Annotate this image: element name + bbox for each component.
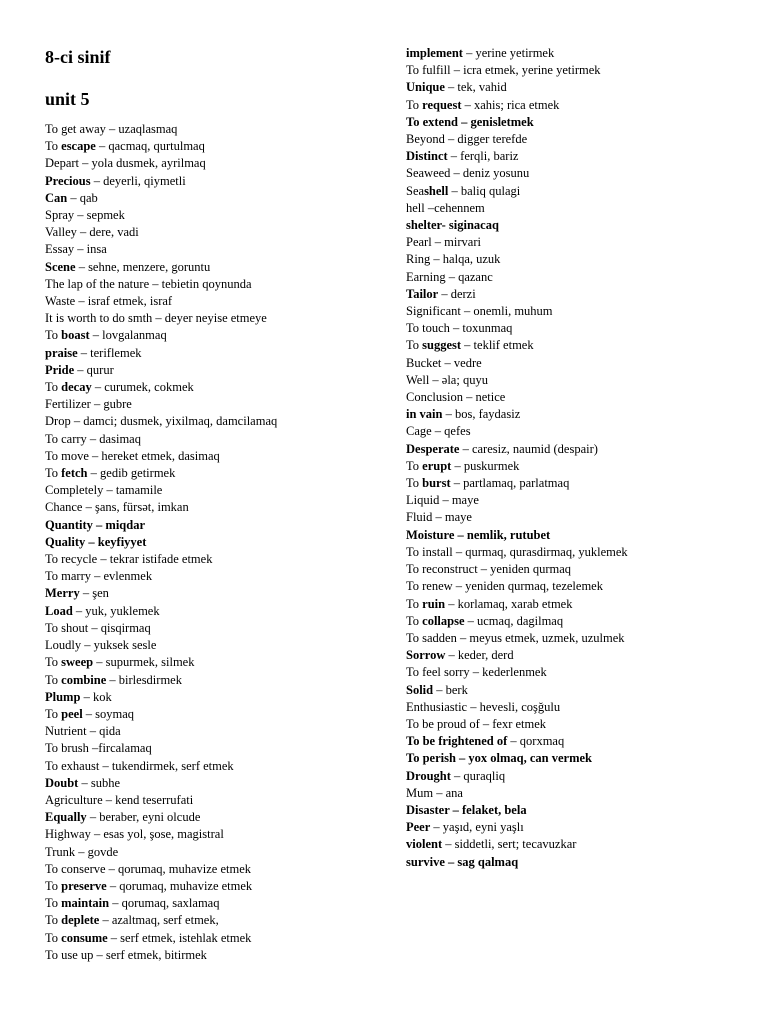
vocabulary-entry <box>406 527 746 544</box>
vocabulary-entry <box>45 155 385 172</box>
vocabulary-entry <box>406 217 746 234</box>
entry-text: – bos, faydasiz <box>442 407 521 422</box>
entry-text: – azaltmaq, serf etmek, <box>99 913 219 928</box>
entry-text: To get away – uzaqlasmaq <box>45 122 178 136</box>
entry-text: – ferqli, bariz <box>447 149 519 164</box>
entry-text: – partlamaq, parlatmaq <box>450 476 570 491</box>
entry-text: Earning – qazanc <box>406 269 493 284</box>
entry-text: To <box>45 672 62 687</box>
entry-text: To renew – yeniden qurmaq, tezelemek <box>406 579 603 594</box>
entry-term-bold: in vain <box>406 407 443 422</box>
entry-text: To carry – dasimaq <box>45 431 141 446</box>
entry-term-bold: Moisture – nemlik, rutubet <box>406 527 551 542</box>
entry-text: Agriculture – kend teserrufati <box>45 792 194 807</box>
vocabulary-entry <box>45 775 385 792</box>
vocabulary-entry <box>406 320 746 337</box>
entry-text: Spray – sepmek <box>45 208 125 223</box>
vocabulary-entry <box>406 509 746 526</box>
vocabulary-entry <box>406 802 746 819</box>
entry-text: To conserve – qorumaq, muhavize etmek <box>45 861 251 876</box>
vocabulary-entry <box>45 861 385 878</box>
vocabulary-entry <box>45 878 385 895</box>
vocabulary-entry <box>45 413 385 430</box>
entry-term-bold: request <box>422 97 462 112</box>
unit-heading: unit 5 <box>45 89 90 109</box>
vocabulary-entry <box>45 121 385 138</box>
vocabulary-entry <box>45 241 385 258</box>
entry-text: – soymaq <box>82 706 135 721</box>
vocabulary-entry <box>406 389 746 406</box>
entry-text: Drop – damci; dusmek, yixilmaq, damcilamaq <box>45 414 278 429</box>
entry-text: – siddetli, sert; tecavuzkar <box>442 837 577 852</box>
entry-term-bold: Load <box>45 603 73 618</box>
entry-text: – yaşıd, eyni yaşlı <box>430 820 524 835</box>
vocabulary-entry <box>406 441 746 458</box>
vocabulary-entry <box>45 138 385 155</box>
vocabulary-entry <box>406 785 746 802</box>
entry-text: – qab <box>67 190 98 205</box>
vocabulary-entry <box>45 740 385 757</box>
entry-term-bold: Distinct <box>406 149 448 164</box>
entry-term-bold: burst <box>422 476 451 491</box>
entry-text: – yuk, yuklemek <box>72 603 160 618</box>
entry-text: – şen <box>79 586 109 601</box>
entry-term-bold: combine <box>61 672 107 687</box>
entry-text: To <box>406 97 423 112</box>
entry-text: To <box>406 596 423 611</box>
entry-text: To <box>45 380 62 395</box>
entry-text: Depart – yola dusmek, ayrilmaq <box>45 156 206 171</box>
vocabulary-entry <box>406 234 746 251</box>
vocabulary-entry <box>45 448 385 465</box>
entry-text: Mum – ana <box>406 785 463 800</box>
entry-text: Chance – şans, fürsət, imkan <box>45 500 189 515</box>
entry-text: Loudly – yuksek sesle <box>45 638 157 653</box>
vocabulary-entry <box>45 551 385 568</box>
vocabulary-entry <box>406 286 746 303</box>
document-title: 8-ci sinif <box>45 47 111 67</box>
vocabulary-entry <box>406 630 746 647</box>
entry-term-bold: ruin <box>422 596 446 611</box>
entry-text: To exhaust – tukendirmek, serf etmek <box>45 758 234 773</box>
entry-term-bold: preserve <box>61 878 107 893</box>
vocabulary-entry <box>45 499 385 516</box>
vocabulary-entry <box>45 947 385 964</box>
entry-term-bold: shelter- siginacaq <box>406 218 499 233</box>
entry-text: hell –cehennem <box>406 200 485 215</box>
vocabulary-entry <box>406 337 746 354</box>
entry-term-bold: erupt <box>422 458 452 473</box>
vocabulary-entry <box>406 114 746 131</box>
entry-term-bold: peel <box>61 706 83 721</box>
entry-text: – teriflemek <box>77 345 142 360</box>
vocabulary-entry <box>45 672 385 689</box>
entry-term-bold: Unique <box>406 80 445 95</box>
entry-term-bold: Doubt <box>45 775 79 790</box>
entry-text: Completely – tamamile <box>45 483 163 498</box>
vocabulary-entry <box>45 379 385 396</box>
vocabulary-entry <box>406 303 746 320</box>
entry-text: Essay – insa <box>45 242 107 257</box>
entry-text: Cage – qefes <box>406 424 471 439</box>
vocabulary-entry <box>45 173 385 190</box>
vocabulary-entry <box>406 613 746 630</box>
entry-text: To shout – qisqirmaq <box>45 620 151 635</box>
entry-term-bold: To extend – genisletmek <box>406 114 534 129</box>
entry-text: – curumek, cokmek <box>91 380 194 395</box>
vocabulary-entry <box>45 568 385 585</box>
entry-text: To <box>45 896 62 911</box>
entry-text: – qorxmaq <box>507 734 565 749</box>
vocabulary-entry <box>45 706 385 723</box>
vocabulary-entry <box>45 758 385 775</box>
entry-term-bold: Precious <box>45 173 91 188</box>
entry-text: To <box>406 613 423 628</box>
entry-term-bold: Equally <box>45 810 87 825</box>
vocabulary-entry <box>406 578 746 595</box>
entry-term-bold: Plump <box>45 689 81 704</box>
vocabulary-entry <box>406 79 746 96</box>
entry-text: Conclusion – netice <box>406 390 506 405</box>
entry-text: – gedib getirmek <box>87 466 176 481</box>
entry-text: – yerine yetirmek <box>462 46 555 60</box>
vocabulary-entry <box>45 345 385 362</box>
entry-term-bold: shell <box>424 183 449 198</box>
vocabulary-entry <box>45 293 385 310</box>
entry-text: To recycle – tekrar istifade etmek <box>45 552 213 567</box>
vocabulary-entry <box>45 362 385 379</box>
entry-term-bold: Quantity – miqdar <box>45 517 146 532</box>
entry-term-bold: suggest <box>422 338 462 353</box>
entry-term-bold: consume <box>61 930 108 945</box>
vocabulary-entry <box>406 561 746 578</box>
entry-text: Valley – dere, vadi <box>45 225 139 240</box>
entry-term-bold: Drought <box>406 768 451 783</box>
entry-term-bold: Disaster – felaket, bela <box>406 802 527 817</box>
entry-text: Pearl – mirvari <box>406 235 481 250</box>
entry-term-bold: To perish – yox olmaq, can vermek <box>406 751 592 766</box>
vocabulary-entry <box>45 689 385 706</box>
entry-text: – derzi <box>438 286 476 301</box>
entry-text: – qacmaq, qurtulmaq <box>95 139 205 154</box>
vocabulary-entry <box>406 819 746 836</box>
vocabulary-entry <box>406 423 746 440</box>
entry-text: To marry – evlenmek <box>45 569 153 584</box>
entry-text: To reconstruct – yeniden qurmaq <box>406 562 572 577</box>
entry-text: The lap of the nature – tebietin qoynunda <box>45 276 252 291</box>
entry-text: Trunk – govde <box>45 844 119 859</box>
vocabulary-entry <box>406 544 746 561</box>
vocabulary-entry <box>45 327 385 344</box>
vocabulary-entry <box>45 930 385 947</box>
vocabulary-entry <box>45 396 385 413</box>
entry-text: – birlesdirmek <box>106 672 182 687</box>
vocabulary-entry <box>45 224 385 241</box>
entry-term-bold: Pride <box>45 362 75 377</box>
vocabulary-entry <box>406 458 746 475</box>
entry-text: – qorumaq, muhavize etmek <box>106 878 253 893</box>
entry-text: – korlamaq, xarab etmek <box>445 596 573 611</box>
vocabulary-entry <box>406 836 746 853</box>
entry-text: – berk <box>433 682 468 697</box>
vocabulary-entry <box>406 733 746 750</box>
entry-text: – caresiz, naumid (despair) <box>459 441 598 456</box>
vocabulary-entry <box>406 200 746 217</box>
entry-text: To <box>406 338 423 353</box>
entry-text: To <box>45 139 62 154</box>
entry-text: To <box>45 930 62 945</box>
entry-term-bold: maintain <box>61 896 110 911</box>
entry-text: – qurur <box>74 362 114 377</box>
vocabulary-entry <box>45 310 385 327</box>
entry-text: To touch – toxunmaq <box>406 321 513 336</box>
entry-term-bold: sweep <box>61 655 94 670</box>
entry-text: To fulfill – icra etmek, yerine yetirmek <box>406 63 601 78</box>
entry-text: Highway – esas yol, şose, magistral <box>45 827 224 842</box>
entry-term-bold: escape <box>61 139 96 154</box>
entry-text: – teklif etmek <box>461 338 534 353</box>
entry-text: Beyond – digger terefde <box>406 132 528 147</box>
entry-text: – quraqliq <box>450 768 506 783</box>
entry-text: To <box>45 655 62 670</box>
vocabulary-entry <box>45 431 385 448</box>
entry-text: Ring – halqa, uzuk <box>406 252 501 267</box>
entry-term-bold: decay <box>61 380 92 395</box>
entry-text: – serf etmek, istehlak etmek <box>107 930 252 945</box>
entry-term-bold: Tailor <box>406 286 439 301</box>
vocabulary-entry <box>406 148 746 165</box>
entry-text: Liquid – maye <box>406 493 479 508</box>
vocabulary-list-right <box>406 45 746 871</box>
vocabulary-entry <box>406 355 746 372</box>
entry-term-bold: Sorrow <box>406 648 446 663</box>
entry-text: To feel sorry – kederlenmek <box>406 665 547 680</box>
entry-text: To sadden – meyus etmek, uzmek, uzulmek <box>406 630 625 645</box>
vocabulary-entry <box>406 45 746 62</box>
vocabulary-entry <box>406 750 746 767</box>
vocabulary-entry <box>45 207 385 224</box>
entry-text: Well – əla; quyu <box>406 372 488 387</box>
entry-text: – subhe <box>78 775 121 790</box>
entry-term-bold: deplete <box>61 913 100 928</box>
entry-term-bold: Merry <box>45 586 80 601</box>
vocabulary-entry <box>45 809 385 826</box>
vocabulary-entry <box>45 637 385 654</box>
vocabulary-entry <box>406 62 746 79</box>
entry-term-bold: violent <box>406 837 443 852</box>
entry-text: To <box>45 706 62 721</box>
right-column <box>406 45 746 871</box>
vocabulary-entry <box>406 647 746 664</box>
entry-text: – baliq qulagi <box>448 183 521 198</box>
vocabulary-entry <box>45 482 385 499</box>
entry-text: To <box>45 913 62 928</box>
vocabulary-entry <box>406 131 746 148</box>
entry-text: Fluid – maye <box>406 510 472 525</box>
entry-text: To <box>406 458 423 473</box>
entry-text: To install – qurmaq, qurasdirmaq, yuklemek <box>406 544 628 559</box>
entry-term-bold: Desperate <box>406 441 460 456</box>
entry-text: Waste – israf etmek, israf <box>45 294 173 309</box>
entry-text: It is worth to do smth – deyer neyise etmeye <box>45 311 267 326</box>
vocabulary-list-left <box>45 121 385 964</box>
entry-text: Nutrient – qida <box>45 724 121 739</box>
vocabulary-entry <box>406 165 746 182</box>
vocabulary-entry <box>45 585 385 602</box>
entry-text: – beraber, eyni olcude <box>86 810 201 825</box>
entry-term-bold: To be frightened of <box>406 734 508 749</box>
vocabulary-entry <box>45 465 385 482</box>
entry-text: – sehne, menzere, goruntu <box>75 259 211 274</box>
entry-text: To <box>45 878 62 893</box>
vocabulary-entry <box>45 654 385 671</box>
vocabulary-entry <box>406 475 746 492</box>
vocabulary-entry <box>45 723 385 740</box>
entry-term-bold: boast <box>61 328 90 343</box>
vocabulary-entry <box>406 716 746 733</box>
vocabulary-entry <box>406 372 746 389</box>
entry-text: – lovgalanmaq <box>89 328 167 343</box>
vocabulary-entry <box>45 259 385 276</box>
left-column <box>45 46 385 964</box>
vocabulary-entry <box>45 895 385 912</box>
vocabulary-entry <box>45 826 385 843</box>
entry-term-bold: Solid <box>406 682 434 697</box>
entry-text: – xahis; rica etmek <box>461 97 560 112</box>
entry-text: To <box>45 328 62 343</box>
vocabulary-entry <box>45 620 385 637</box>
vocabulary-entry <box>406 596 746 613</box>
entry-term-bold: Peer <box>406 820 431 835</box>
entry-text: To move – hereket etmek, dasimaq <box>45 448 220 463</box>
vocabulary-entry <box>45 517 385 534</box>
entry-text: Enthusiastic – hevesli, coşğulu <box>406 699 561 714</box>
entry-text: To <box>406 476 423 491</box>
vocabulary-entry <box>45 603 385 620</box>
entry-text: – qorumaq, saxlamaq <box>109 896 220 911</box>
entry-term-bold: fetch <box>61 466 88 481</box>
entry-term-bold: survive – sag qalmaq <box>406 854 519 869</box>
entry-text: Seaweed – deniz yosunu <box>406 166 530 181</box>
entry-text: To use up – serf etmek, bitirmek <box>45 947 207 962</box>
entry-text: Fertilizer – gubre <box>45 397 132 412</box>
entry-text: – supurmek, silmek <box>93 655 195 670</box>
entry-term-bold: collapse <box>422 613 465 628</box>
entry-text: To <box>45 466 62 481</box>
vocabulary-entry <box>406 664 746 681</box>
entry-text: To brush –fircalamaq <box>45 741 152 756</box>
vocabulary-entry <box>406 269 746 286</box>
vocabulary-entry <box>406 183 746 200</box>
entry-text: To be proud of – fexr etmek <box>406 716 547 731</box>
entry-text: – puskurmek <box>451 458 520 473</box>
vocabulary-entry <box>406 492 746 509</box>
vocabulary-entry <box>45 534 385 551</box>
vocabulary-entry <box>406 97 746 114</box>
entry-text: Bucket – vedre <box>406 355 482 370</box>
entry-text: Significant – onemli, muhum <box>406 304 553 319</box>
vocabulary-entry <box>406 406 746 423</box>
entry-text: – kok <box>80 689 112 704</box>
entry-text: – tek, vahid <box>444 80 507 95</box>
entry-text: – keder, derd <box>445 648 514 663</box>
entry-text: – ucmaq, dagilmaq <box>464 613 564 628</box>
entry-term-bold: Scene <box>45 259 76 274</box>
entry-term-bold: Quality – keyfiyyet <box>45 534 147 549</box>
vocabulary-entry <box>406 699 746 716</box>
vocabulary-entry <box>45 276 385 293</box>
entry-term-bold: implement <box>406 46 463 60</box>
vocabulary-entry <box>406 854 746 871</box>
entry-term-bold: praise <box>45 345 78 360</box>
vocabulary-entry <box>45 190 385 207</box>
vocabulary-entry <box>406 768 746 785</box>
entry-text: Sea <box>406 183 425 198</box>
entry-text: – deyerli, qiymetli <box>90 173 186 188</box>
entry-term-bold: Can <box>45 190 68 205</box>
vocabulary-entry <box>45 844 385 861</box>
vocabulary-entry <box>406 682 746 699</box>
vocabulary-entry <box>45 792 385 809</box>
vocabulary-entry <box>406 251 746 268</box>
vocabulary-entry <box>45 912 385 929</box>
